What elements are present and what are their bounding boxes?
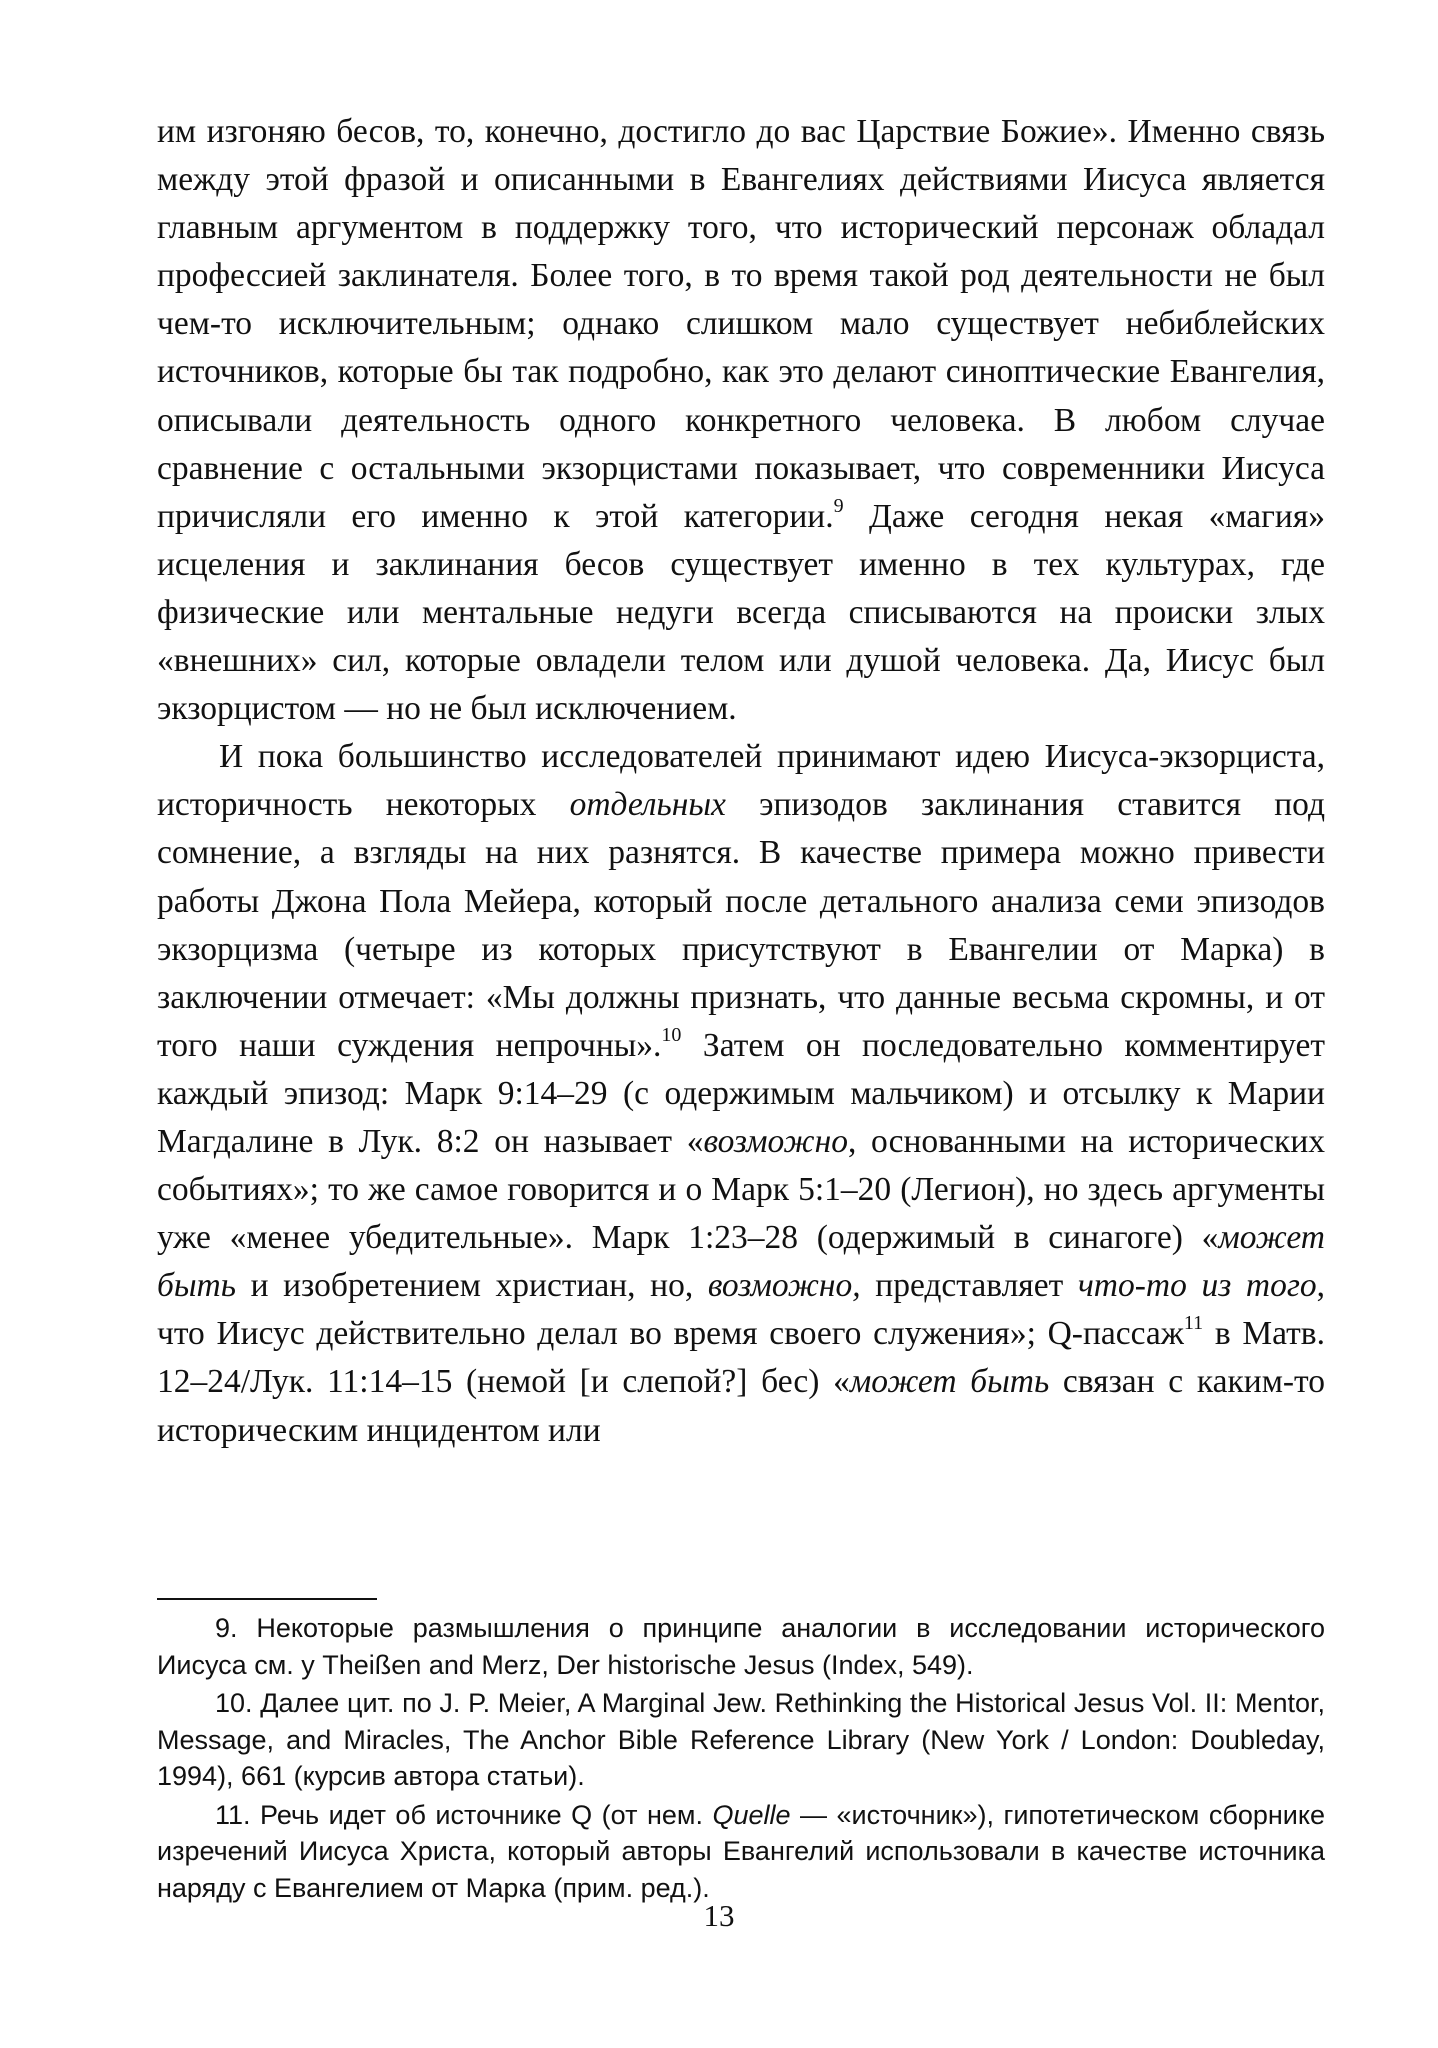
paragraph-2-text-6: представляет (860, 1267, 1078, 1305)
paragraph-2-text-7: , что Иисус действительно делал во время своего служения»; Q-пассаж (157, 1267, 1326, 1353)
paragraph-2-italic-4: возможно, (707, 1267, 861, 1305)
paragraph-2-italic-2: возможно (703, 1122, 848, 1160)
paragraph-2-italic-6: может быть (849, 1363, 1050, 1401)
paragraph-2-text-3: Затем он последовательно комментирует каждый эпизод: Марк 9:14–29 (с одержимым мальчиком) и отсылку к Марии Магдалине в Лук. 8:2 он называет « (157, 1026, 1326, 1160)
paragraph-1 (157, 108, 1325, 733)
paragraph-2-text-1: И пока большинство исследователей принимают идею Иисуса-экзорциста, историчность некоторых (157, 738, 1325, 824)
paragraph-2-text-5: и изобретением христиан, но, (235, 1267, 708, 1305)
paragraph-2-text-4: , основанными на исторических событиях»; то же самое говорится и о Марк 5:1–20 (Легион), но здесь аргументы уже «менее убедительные». Марк 1:23–28 (одержимый в синагоге) « (157, 1122, 1325, 1257)
page-body (157, 108, 1325, 1455)
paragraph-1-text-a: им изгоняю бесов, то, конечно, достигло до вас Царствие Божие». Именно связь между этой фразой и описанными в Евангелиях действиями Иисуса является главным аргументом в поддержку того, что исторический персонаж обладал профессией заклинателя. Более того, в то время такой род деятельности не был чем-то исключительным; однако слишком мало существует небиблейских источников, которые бы так подробно, как это делают синоптические Евангелия, описывали деятельность одного конкретного человека. В любом случае сравнение с остальными экзорцистами показывает, что современники Иисуса причисляли его именно к этой категории. (157, 113, 1325, 535)
page-number: 13 (703, 1898, 735, 1933)
paragraph-2-text-2: эпизодов заклинания ставится под сомнение, а взгляды на них разнятся. В качестве примера можно привести работы Джона Пола Мейера, который после детального анализа семи эпизодов экзорцизма (четыре из которых присутствуют в Евангелии от Марка) в заключении отмечает: «Мы должны признать, что данные весьма скромны, и от того наши суждения непрочны». (157, 786, 1325, 1064)
paragraph-2-italic-1: отдельных (569, 786, 726, 824)
footnote-ref-10[interactable]: 10 (661, 1023, 682, 1046)
footnote-divider (157, 1598, 377, 1600)
paragraph-2-italic-3: может быть (157, 1219, 1325, 1305)
paragraph-2-text-9: связан с каким-то историческим инцидентом или (157, 1363, 1325, 1449)
footnote-10: 10. Далее цит. по J. P. Meier, A Marginal Jew. Rethinking the Historical Jesus Vol. II: Mentor, Message, and Miracles, The Anchor Bible Reference Library (New York / London: Doubleday, 1994), 661 (курсив автора статьи). (157, 1688, 1325, 1791)
footnote-9: 9. Некоторые размышления о принципе аналогии в исследовании исторического Иисуса см. у Theißen and Merz, Der historische Jesus (Index, 549). (157, 1613, 1325, 1680)
footnotes (157, 1610, 1325, 1908)
footnote-11-text-b: — «источник»), гипотетическом сборнике изречений Иисуса Христа, который авторы Евангелий использовали в качестве источника наряду с Евангелием от Марка (прим. ред.). (157, 1799, 1325, 1903)
main-text (157, 108, 1325, 1455)
paragraph-1-text-b: Даже сегодня некая «магия» исцеления и заклинания бесов существует именно в тех культурах, где физические или ментальные недуги всегда списываются на происки злых «внешних» сил, которые овладели телом или душой человека. Да, Иисус был экзорцистом — но не был исключением. (157, 497, 1325, 728)
footnote-ref-9[interactable]: 9 (833, 494, 844, 517)
paragraph-2-text-8: в Матв. 12–24/Лук. 11:14–15 (немой [и слепой?] бес) « (157, 1315, 1325, 1401)
footnote-ref-11[interactable]: 11 (1183, 1312, 1204, 1335)
footnote-11 (157, 1797, 1325, 1907)
paragraph-2 (157, 733, 1325, 1454)
footnote-11-text-a: 11. Речь идет об источнике Q (от нем. (215, 1799, 713, 1830)
paragraph-2-italic-5: что-то из того (1077, 1267, 1317, 1305)
footnote-11-italic: Quelle (712, 1799, 791, 1830)
